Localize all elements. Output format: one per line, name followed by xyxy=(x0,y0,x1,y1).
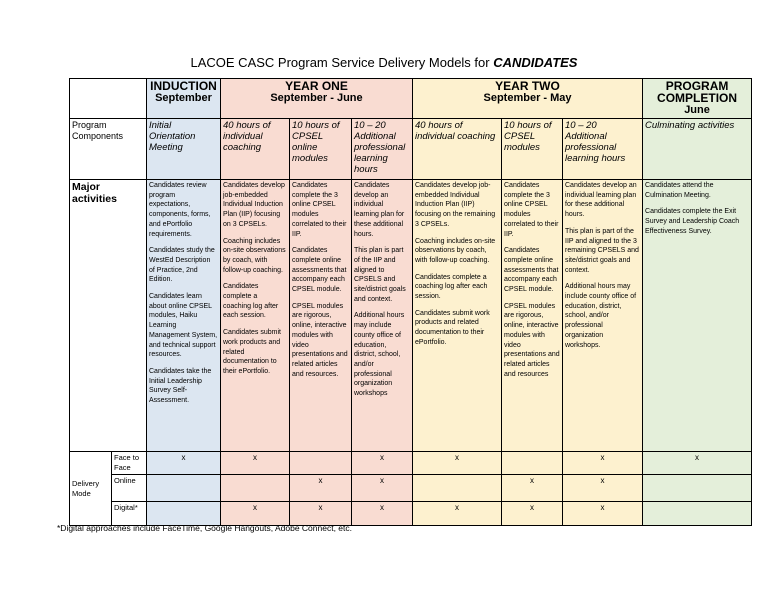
y2-coaching-component: 40 hours of individual coaching xyxy=(413,119,502,180)
activity-text: Coaching includes on-site observations by coach, with follow-up coaching. xyxy=(415,237,496,264)
delivery-mark xyxy=(147,502,221,526)
activity-text: Candidates complete the 3 online CPSEL modules correlated to their IIP. xyxy=(292,182,347,238)
header-blank-cell xyxy=(70,79,147,119)
delivery-mark xyxy=(643,502,752,526)
delivery-mode-label: Delivery Mode xyxy=(70,452,112,526)
header-row xyxy=(70,79,752,119)
activity-text: Candidates complete online assessments that accompany each CPSEL module. xyxy=(292,247,347,294)
header-program-completion: PROGRAM COMPLETION June xyxy=(643,79,752,119)
header-year-two: YEAR TWO September - May xyxy=(413,79,643,119)
delivery-mark: x xyxy=(352,475,413,502)
delivery-mark: x xyxy=(643,452,752,475)
delivery-mark: x xyxy=(352,452,413,475)
activity-text: This plan is part of the IIP and aligned to the 3 remaining CPSELS and site/district goals and context. xyxy=(565,227,639,274)
delivery-mark: x xyxy=(502,475,563,502)
header-year-one: YEAR ONE September - June xyxy=(221,79,413,119)
activity-text: Candidates complete the Exit Survey and Leadership Coach Effectiveness Survey. xyxy=(645,208,740,235)
induction-component: Initial Orientation Meeting xyxy=(147,119,221,180)
delivery-mark: x xyxy=(413,452,502,475)
activity-text: Candidates complete online assessments that accompany each CPSEL module. xyxy=(504,247,559,294)
y1-modules-component: 10 hours of CPSEL online modules xyxy=(290,119,352,180)
activity-text: Candidates complete a coaching log after each session. xyxy=(223,283,279,320)
page-title: LACOE CASC Program Service Delivery Models for CANDIDATES xyxy=(190,55,578,70)
face-to-face-label: Face to Face xyxy=(112,452,147,475)
delivery-face-row xyxy=(70,452,752,475)
activity-text: Candidates complete a coaching log after each session. xyxy=(415,273,488,301)
delivery-mark: x xyxy=(352,502,413,526)
activity-text: CPSEL modules are rigorous, online, interactive modules with video presentations and related articles and resources xyxy=(504,302,560,378)
delivery-mark: x xyxy=(290,502,352,526)
delivery-mark: x xyxy=(147,452,221,475)
delivery-mark: x xyxy=(502,502,563,526)
delivery-mark xyxy=(502,452,563,475)
activity-text: Additional hours may include county office of education, district, school, and/or professional organization workshops xyxy=(354,312,405,398)
activity-text: Candidates learn about online CPSEL modules, Haiku Learning Management System, and technical support resources. xyxy=(149,293,218,359)
header-induction: INDUCTION September xyxy=(147,79,221,119)
activity-text: Candidates develop an individual learning plan for these additional hours. xyxy=(354,182,405,238)
major-activities-row xyxy=(70,180,752,452)
y2-learning-activities xyxy=(563,180,643,452)
activity-text: Candidates submit work products and related documentation to their ePortfolio. xyxy=(415,309,490,346)
y2-modules-component: 10 hours of CPSEL modules xyxy=(502,119,563,180)
delivery-mark: x xyxy=(563,502,643,526)
program-components-row xyxy=(70,119,752,180)
y1-learning-component: 10 – 20 Additional professional learning hours xyxy=(352,119,413,180)
delivery-mark: x xyxy=(563,452,643,475)
y1-learning-activities xyxy=(352,180,413,452)
digital-label: Digital* xyxy=(112,502,147,526)
delivery-online-row xyxy=(70,475,752,502)
delivery-mark: x xyxy=(563,475,643,502)
activity-text: Candidates develop job-embedded Individual Induction Plan (IIP) focusing on 3 CPSELs. xyxy=(223,182,285,228)
delivery-mark: x xyxy=(290,475,352,502)
activity-text: Candidates study the WestEd Description of Practice, 2nd Edition. xyxy=(149,247,215,284)
activity-text: Candidates complete the 3 online CPSEL modules correlated to their IIP. xyxy=(504,182,559,238)
y2-modules-activities xyxy=(502,180,563,452)
delivery-mark: x xyxy=(221,452,290,475)
footnote: *Digital approaches include FaceTime, Google Hangouts, Adobe Connect, etc. xyxy=(57,523,352,533)
y2-learning-component: 10 – 20 Additional professional learning hours xyxy=(563,119,643,180)
delivery-digital-row xyxy=(70,502,752,526)
program-components-label: Program Components xyxy=(70,119,147,180)
activity-text: Candidates develop job-embedded Individual Induction Plan (IIP) focusing on the remaining 3 CPSELs. xyxy=(415,182,496,228)
activity-text: CPSEL modules are rigorous, online, interactive modules with video presentations and related articles and resources. xyxy=(292,302,348,378)
delivery-mark xyxy=(413,475,502,502)
activity-text: Coaching includes on-site observations by coach, with follow-up coaching. xyxy=(223,237,286,274)
service-delivery-table xyxy=(69,78,752,526)
activity-text: Candidates take the Initial Leadership Survey Self-Assessment. xyxy=(149,367,212,405)
title-emphasis: CANDIDATES xyxy=(493,55,578,70)
delivery-mark xyxy=(221,475,290,502)
delivery-mark: x xyxy=(413,502,502,526)
y2-coaching-activities xyxy=(413,180,502,452)
activity-text: Candidates submit work products and related documentation to their ePortfolio. xyxy=(223,329,281,375)
major-activities-label: Major activities xyxy=(70,180,147,452)
y1-modules-activities xyxy=(290,180,352,452)
y1-coaching-component: 40 hours of individual coaching xyxy=(221,119,290,180)
online-label: Online xyxy=(112,475,147,502)
induction-activities xyxy=(147,180,221,452)
activity-text: Candidates develop an individual learning plan for these additional hours. xyxy=(565,182,637,219)
activity-text: Candidates attend the Culmination Meeting. xyxy=(645,182,714,199)
delivery-mark xyxy=(643,475,752,502)
activity-text: This plan is part of the IIP and aligned to CPSELS and site/district goals and context. xyxy=(354,247,406,303)
activity-text: Additional hours may include county office of education, district, school, and/or professional organization workshops. xyxy=(565,283,637,349)
y1-coaching-activities xyxy=(221,180,290,452)
delivery-mark xyxy=(147,475,221,502)
activity-text: Candidates review program expectations, components, forms, and ePortfolio requirements. xyxy=(149,182,211,238)
completion-activities xyxy=(643,180,752,452)
delivery-mark: x xyxy=(221,502,290,526)
completion-component: Culminating activities xyxy=(643,119,752,180)
delivery-mark xyxy=(290,452,352,475)
